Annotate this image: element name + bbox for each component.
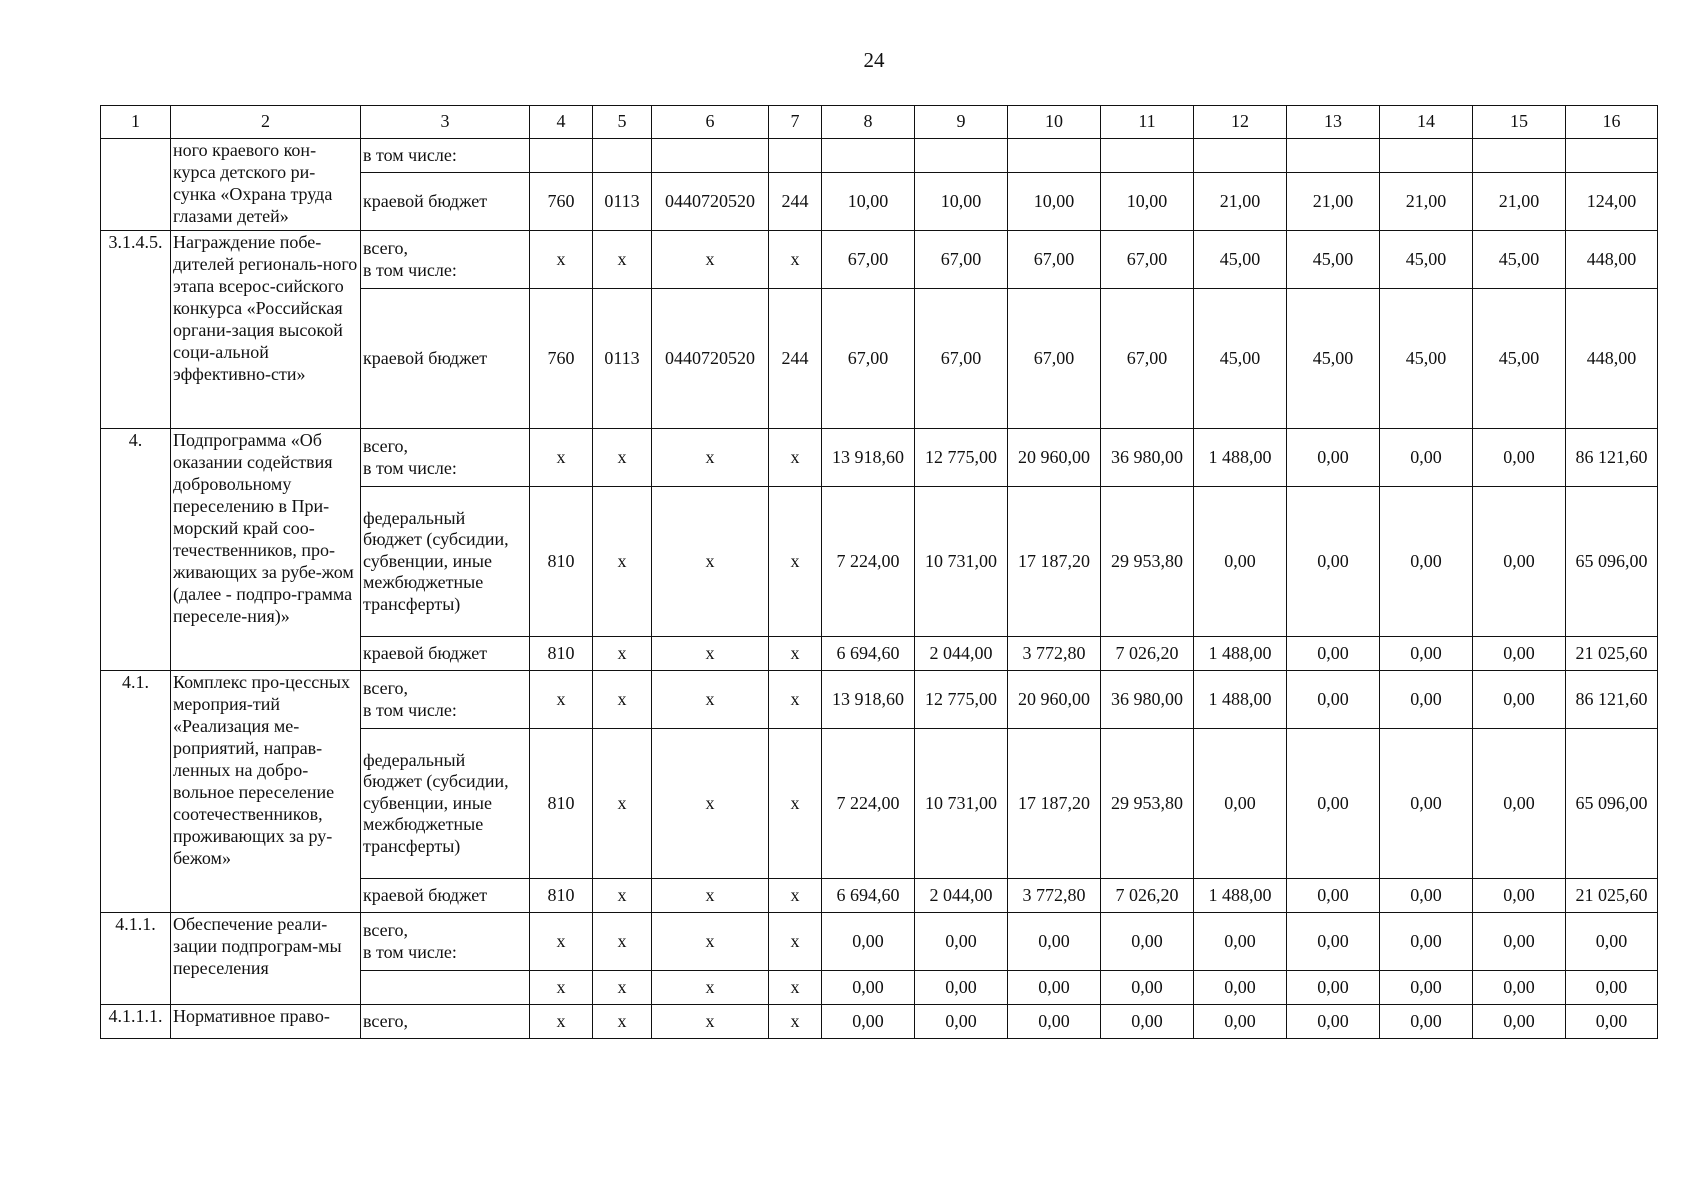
value-cell: x [652,729,769,879]
value-cell [1473,139,1566,173]
value-cell [769,139,822,173]
value-cell: x [652,429,769,487]
value-cell: 0,00 [1380,637,1473,671]
value-cell: x [530,429,593,487]
value-cell: 10,00 [915,173,1008,231]
value-cell: 1 488,00 [1194,637,1287,671]
value-cell: 0,00 [1287,729,1380,879]
value-cell: 0,00 [1473,671,1566,729]
funding-source-cell: краевой бюджет [361,289,530,429]
value-cell: 810 [530,729,593,879]
header-cell: 4 [530,106,593,139]
row-index-cell: 4.1. [101,671,171,913]
value-cell: 0,00 [1473,971,1566,1005]
value-cell: x [652,971,769,1005]
budget-table [100,105,1658,1039]
value-cell [1380,139,1473,173]
value-cell: x [769,671,822,729]
value-cell: 0,00 [1194,971,1287,1005]
value-cell: 65 096,00 [1566,729,1658,879]
value-cell: 21,00 [1287,173,1380,231]
value-cell: 760 [530,289,593,429]
value-cell: x [769,879,822,913]
value-cell: 0,00 [1194,1005,1287,1039]
value-cell: 0,00 [1008,1005,1101,1039]
value-cell: 0,00 [1380,971,1473,1005]
value-cell: x [769,429,822,487]
value-cell: x [593,671,652,729]
value-cell: 810 [530,637,593,671]
value-cell: 29 953,80 [1101,487,1194,637]
value-cell: 810 [530,487,593,637]
value-cell: 0440720520 [652,173,769,231]
value-cell: 45,00 [1473,231,1566,289]
value-cell: 0,00 [1473,637,1566,671]
value-cell: 67,00 [1101,289,1194,429]
table-row [101,231,1658,289]
value-cell: 0,00 [1380,487,1473,637]
value-cell: 0,00 [1473,913,1566,971]
value-cell: x [652,1005,769,1039]
value-cell: 0,00 [915,971,1008,1005]
header-cell: 12 [1194,106,1287,139]
value-cell: x [652,671,769,729]
value-cell: 67,00 [1101,231,1194,289]
funding-source-cell: федеральный бюджет (субсидии, субвенции, иные межбюджетные трансферты) [361,729,530,879]
value-cell: 45,00 [1380,231,1473,289]
value-cell: x [593,231,652,289]
value-cell: 0,00 [1101,971,1194,1005]
header-cell: 6 [652,106,769,139]
value-cell: x [530,913,593,971]
table-row [101,913,1658,971]
value-cell: 86 121,60 [1566,671,1658,729]
value-cell [652,139,769,173]
value-cell: 0,00 [1473,1005,1566,1039]
value-cell: 10,00 [1101,173,1194,231]
value-cell: 0,00 [1194,487,1287,637]
header-cell: 10 [1008,106,1101,139]
header-cell: 8 [822,106,915,139]
value-cell: 0,00 [1380,879,1473,913]
value-cell: x [769,971,822,1005]
value-cell: x [652,637,769,671]
value-cell: x [593,1005,652,1039]
value-cell: 13 918,60 [822,429,915,487]
value-cell: 67,00 [1008,289,1101,429]
value-cell: 45,00 [1287,231,1380,289]
value-cell: 810 [530,879,593,913]
value-cell: 0,00 [915,913,1008,971]
value-cell: 7 026,20 [1101,879,1194,913]
value-cell: x [530,1005,593,1039]
value-cell: 0,00 [1287,1005,1380,1039]
value-cell: 67,00 [915,289,1008,429]
value-cell: 20 960,00 [1008,429,1101,487]
value-cell: x [593,879,652,913]
value-cell: x [769,1005,822,1039]
header-cell: 13 [1287,106,1380,139]
value-cell: 0,00 [1287,671,1380,729]
value-cell: 0,00 [1380,429,1473,487]
value-cell: 10,00 [1008,173,1101,231]
value-cell: 0,00 [822,1005,915,1039]
value-cell: 0,00 [1101,913,1194,971]
value-cell: 0,00 [1566,1005,1658,1039]
value-cell: 0113 [593,173,652,231]
value-cell: 21,00 [1380,173,1473,231]
value-cell: 244 [769,173,822,231]
value-cell: 0,00 [1380,913,1473,971]
value-cell: 0,00 [1380,1005,1473,1039]
item-name-cell: Комплекс про-цессных мероприя-тий «Реализация ме-роприятий, направ-ленных на добро-вольное переселение соотечественников, проживающих за ру-бежом» [171,671,361,913]
value-cell: 67,00 [822,289,915,429]
row-index-cell: 3.1.4.5. [101,231,171,429]
item-name-cell: Обеспечение реали-зации подпрограм-мы переселения [171,913,361,1005]
value-cell: 10 731,00 [915,487,1008,637]
value-cell: 65 096,00 [1566,487,1658,637]
value-cell: 13 918,60 [822,671,915,729]
header-row [101,106,1658,139]
funding-source-cell: краевой бюджет [361,637,530,671]
value-cell: 0,00 [1473,879,1566,913]
header-cell: 2 [171,106,361,139]
funding-source-cell: всего, в том числе: [361,429,530,487]
header-cell: 15 [1473,106,1566,139]
value-cell: x [652,879,769,913]
value-cell: 0,00 [1473,429,1566,487]
value-cell [530,139,593,173]
value-cell: 0,00 [1287,487,1380,637]
value-cell: 0,00 [822,971,915,1005]
value-cell: 1 488,00 [1194,429,1287,487]
value-cell [1194,139,1287,173]
value-cell: 36 980,00 [1101,671,1194,729]
value-cell: 21 025,60 [1566,879,1658,913]
row-index-cell: 4. [101,429,171,671]
value-cell [593,139,652,173]
value-cell: 0,00 [1287,429,1380,487]
item-name-cell: Подпрограмма «Об оказании содействия добровольному переселению в При-морский край соо-течественников, про-живающих за рубе-жом (далее - подпро-грамма переселе-ния)» [171,429,361,671]
funding-source-cell: в том числе: [361,139,530,173]
table-row [101,429,1658,487]
value-cell: 0,00 [1008,971,1101,1005]
value-cell: 36 980,00 [1101,429,1194,487]
value-cell [1566,139,1658,173]
header-cell: 14 [1380,106,1473,139]
value-cell: x [769,231,822,289]
value-cell: 1 488,00 [1194,671,1287,729]
value-cell: 6 694,60 [822,879,915,913]
value-cell: 0113 [593,289,652,429]
value-cell: x [593,487,652,637]
value-cell: 86 121,60 [1566,429,1658,487]
value-cell: 0,00 [1566,913,1658,971]
value-cell: x [530,671,593,729]
value-cell: 2 044,00 [915,879,1008,913]
funding-source-cell: всего, в том числе: [361,231,530,289]
value-cell: 6 694,60 [822,637,915,671]
value-cell: x [593,971,652,1005]
funding-source-cell: всего, [361,1005,530,1039]
value-cell: 0,00 [1380,671,1473,729]
value-cell: x [769,637,822,671]
value-cell: 12 775,00 [915,429,1008,487]
value-cell: 0,00 [1566,971,1658,1005]
value-cell: 21,00 [1473,173,1566,231]
value-cell: 45,00 [1194,231,1287,289]
value-cell: 17 187,20 [1008,729,1101,879]
value-cell [915,139,1008,173]
item-name-cell: Нормативное право- [171,1005,361,1039]
item-name-cell: Награждение побе-дителей региональ-ного этапа всерос-сийского конкурса «Российская органи-зация высокой соци-альной эффективно-сти» [171,231,361,429]
value-cell: x [769,913,822,971]
value-cell: x [593,429,652,487]
value-cell: 7 224,00 [822,487,915,637]
value-cell [1101,139,1194,173]
table-row [101,139,1658,173]
value-cell: 0,00 [1287,913,1380,971]
value-cell: 0440720520 [652,289,769,429]
value-cell: 20 960,00 [1008,671,1101,729]
value-cell: x [530,231,593,289]
value-cell: 0,00 [1194,913,1287,971]
value-cell: 10 731,00 [915,729,1008,879]
funding-source-cell: всего, в том числе: [361,671,530,729]
header-cell: 7 [769,106,822,139]
value-cell: 67,00 [822,231,915,289]
value-cell: 45,00 [1194,289,1287,429]
value-cell: 17 187,20 [1008,487,1101,637]
value-cell: 67,00 [1008,231,1101,289]
value-cell: 760 [530,173,593,231]
value-cell: 0,00 [1287,879,1380,913]
value-cell: x [652,913,769,971]
value-cell: 3 772,80 [1008,637,1101,671]
value-cell: 21,00 [1194,173,1287,231]
value-cell: 0,00 [1101,1005,1194,1039]
value-cell: 0,00 [1473,729,1566,879]
value-cell: 0,00 [1287,971,1380,1005]
value-cell: 244 [769,289,822,429]
value-cell: 3 772,80 [1008,879,1101,913]
value-cell: 0,00 [822,913,915,971]
table-row [101,1005,1658,1039]
row-index-cell: 4.1.1. [101,913,171,1005]
header-cell: 5 [593,106,652,139]
funding-source-cell: федеральный бюджет (субсидии, субвенции, иные межбюджетные трансферты) [361,487,530,637]
row-index-cell [101,139,171,231]
table-row [101,671,1658,729]
value-cell: x [769,729,822,879]
value-cell: 448,00 [1566,289,1658,429]
funding-source-cell: краевой бюджет [361,879,530,913]
value-cell: 124,00 [1566,173,1658,231]
value-cell: x [593,729,652,879]
value-cell: 7 026,20 [1101,637,1194,671]
value-cell: 29 953,80 [1101,729,1194,879]
value-cell: 12 775,00 [915,671,1008,729]
value-cell: x [652,231,769,289]
value-cell: 7 224,00 [822,729,915,879]
value-cell [1008,139,1101,173]
funding-source-cell: всего, в том числе: [361,913,530,971]
value-cell: 0,00 [1473,487,1566,637]
value-cell: 10,00 [822,173,915,231]
value-cell [822,139,915,173]
value-cell: x [769,487,822,637]
value-cell: 0,00 [915,1005,1008,1039]
value-cell: 0,00 [1194,729,1287,879]
value-cell: 45,00 [1380,289,1473,429]
row-index-cell: 4.1.1.1. [101,1005,171,1039]
value-cell: 1 488,00 [1194,879,1287,913]
value-cell: 0,00 [1008,913,1101,971]
value-cell: 0,00 [1380,729,1473,879]
value-cell: 448,00 [1566,231,1658,289]
value-cell: 67,00 [915,231,1008,289]
value-cell: x [530,971,593,1005]
value-cell: x [652,487,769,637]
funding-source-cell: краевой бюджет [361,173,530,231]
value-cell: x [593,637,652,671]
page-number: 24 [863,48,885,72]
item-name-cell: ного краевого кон-курса детского ри-сунка «Охрана труда глазами детей» [171,139,361,231]
value-cell: 21 025,60 [1566,637,1658,671]
header-cell: 9 [915,106,1008,139]
funding-source-cell [361,971,530,1005]
value-cell: 45,00 [1287,289,1380,429]
value-cell: 2 044,00 [915,637,1008,671]
value-cell: x [593,913,652,971]
header-cell: 1 [101,106,171,139]
value-cell [1287,139,1380,173]
header-cell: 11 [1101,106,1194,139]
header-cell: 3 [361,106,530,139]
header-cell: 16 [1566,106,1658,139]
value-cell: 45,00 [1473,289,1566,429]
value-cell: 0,00 [1287,637,1380,671]
